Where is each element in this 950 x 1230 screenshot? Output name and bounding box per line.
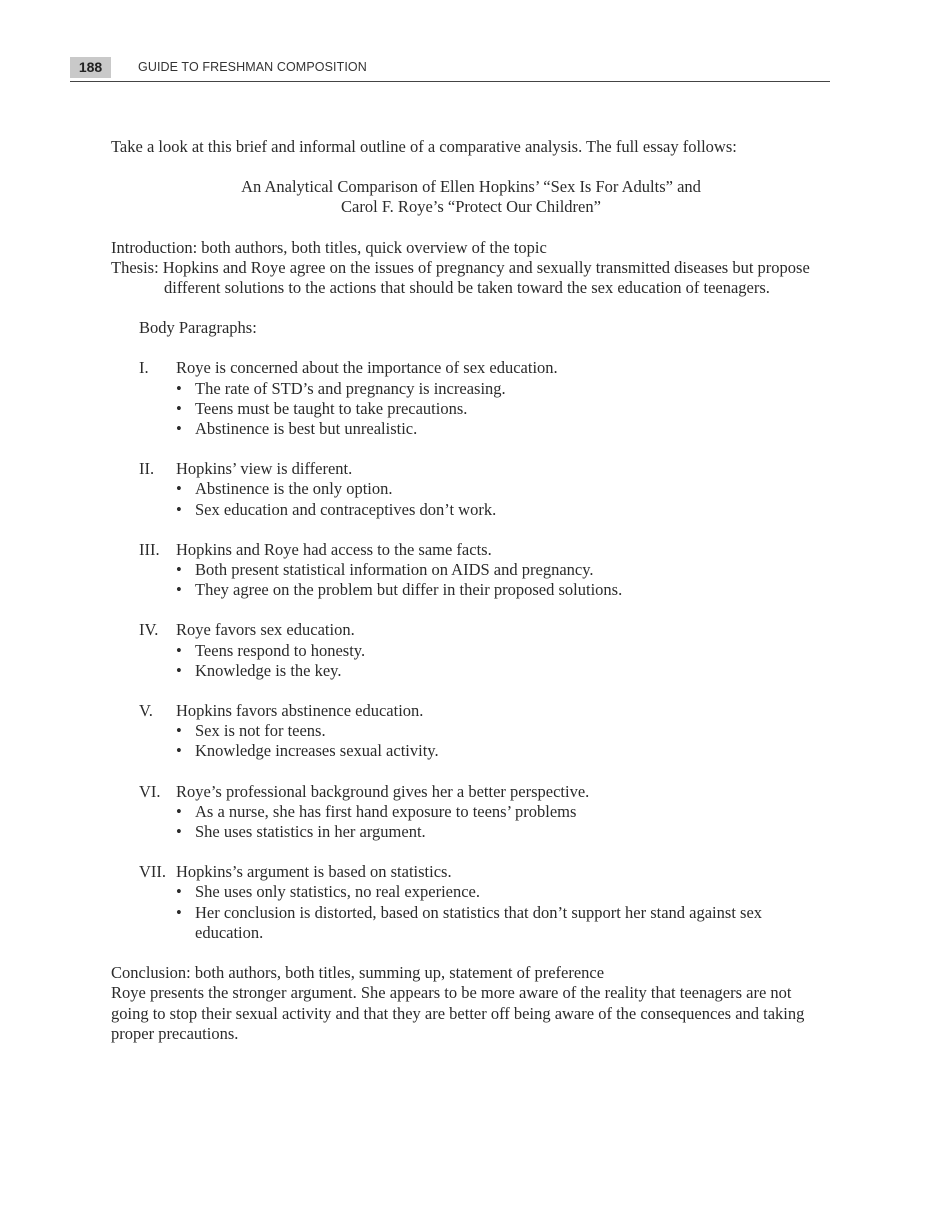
bullet-text: Abstinence is best but unrealistic. — [195, 419, 418, 439]
bullet-list — [176, 802, 831, 842]
section-heading: Hopkins favors abstinence education. — [176, 701, 424, 721]
bullet-text: Teens respond to honesty. — [195, 640, 366, 660]
running-head: GUIDE TO FRESHMAN COMPOSITION — [138, 60, 367, 74]
outline-section — [111, 862, 831, 943]
bullet-item — [176, 721, 831, 741]
bullet-item — [176, 399, 831, 419]
outline-sections — [111, 358, 831, 943]
bullet-list — [176, 479, 831, 519]
outline-section — [111, 620, 831, 681]
section-numeral: I. — [139, 358, 149, 378]
closing-paragraph: Roye presents the stronger argument. She appears to be more aware of the reality that teenagers are not going to stop their sexual activity and that they are better off being aware of the consequences and taking proper precautions. — [111, 983, 805, 1043]
bullet-dot-icon: • — [176, 801, 182, 821]
bullet-dot-icon: • — [176, 882, 182, 902]
bullet-list — [176, 560, 831, 600]
bullet-dot-icon: • — [176, 640, 182, 660]
introduction-line: Introduction: both authors, both titles, quick overview of the topic — [111, 237, 547, 257]
outline-section — [111, 459, 831, 520]
outline-title — [111, 177, 831, 217]
bullet-dot-icon: • — [176, 741, 182, 761]
outline-section — [111, 782, 831, 843]
section-heading: Roye’s professional background gives her a better perspective. — [176, 781, 590, 801]
bullet-item — [176, 560, 831, 580]
outline-section — [111, 701, 831, 762]
body-paragraphs-heading: Body Paragraphs: — [139, 318, 257, 338]
section-numeral: II. — [139, 459, 155, 479]
bullet-text: Abstinence is the only option. — [195, 479, 393, 499]
bullet-text: Sex is not for teens. — [195, 721, 326, 741]
bullet-text: Both present statistical information on AIDS and pregnancy. — [195, 560, 594, 580]
bullet-item — [176, 500, 831, 520]
bullet-dot-icon: • — [176, 580, 182, 600]
bullet-item — [176, 419, 831, 439]
thesis-statement: Thesis: Hopkins and Roye agree on the issues of pregnancy and sexually transmitted diseases but propose different solutions to the actions that should be taken toward the sex education of teenagers. — [111, 257, 810, 298]
bullet-dot-icon: • — [176, 902, 182, 922]
section-heading: Hopkins’ view is different. — [176, 459, 353, 479]
bullet-text: Knowledge increases sexual activity. — [195, 741, 439, 761]
bullet-dot-icon: • — [176, 378, 182, 398]
bullet-dot-icon: • — [176, 560, 182, 580]
bullet-text: Her conclusion is distorted, based on statistics that don’t support her stand against sex education. — [195, 902, 763, 942]
bullet-dot-icon: • — [176, 479, 182, 499]
section-numeral: VII. — [139, 862, 167, 882]
bullet-item — [176, 802, 831, 822]
page-number: 188 — [70, 57, 111, 78]
bullet-list — [176, 721, 831, 761]
outline-section — [111, 540, 831, 601]
bullet-dot-icon: • — [176, 499, 182, 519]
bullet-text: She uses only statistics, no real experience. — [195, 882, 481, 902]
section-heading: Hopkins and Roye had access to the same facts. — [176, 539, 492, 559]
bullet-list — [176, 379, 831, 440]
bullet-item — [176, 479, 831, 499]
bullet-list — [176, 641, 831, 681]
section-numeral: VI. — [139, 781, 161, 801]
bullet-dot-icon: • — [176, 660, 182, 680]
bullet-dot-icon: • — [176, 721, 182, 741]
section-numeral: IV. — [139, 620, 159, 640]
bullet-item — [176, 379, 831, 399]
bullet-item — [176, 661, 831, 681]
bullet-dot-icon: • — [176, 822, 182, 842]
bullet-item — [176, 641, 831, 661]
bullet-item — [176, 580, 831, 600]
bullet-list — [176, 882, 831, 943]
section-heading: Hopkins’s argument is based on statistics. — [176, 862, 452, 882]
bullet-text: Sex education and contraceptives don’t work. — [195, 499, 497, 519]
bullet-item — [176, 822, 831, 842]
bullet-text: Knowledge is the key. — [195, 660, 342, 680]
bullet-text: Teens must be taught to take precautions. — [195, 398, 468, 418]
section-heading: Roye favors sex education. — [176, 620, 355, 640]
title-line-2: Carol F. Roye’s “Protect Our Children” — [341, 197, 601, 217]
bullet-item — [176, 903, 831, 943]
page-header — [70, 57, 830, 82]
title-line-1: An Analytical Comparison of Ellen Hopkins’ “Sex Is For Adults” and — [241, 177, 701, 197]
bullet-text: As a nurse, she has first hand exposure to teens’ problems — [195, 801, 577, 821]
section-numeral: III. — [139, 539, 160, 559]
bullet-dot-icon: • — [176, 419, 182, 439]
bullet-text: They agree on the problem but differ in their proposed solutions. — [195, 580, 623, 600]
bullet-item — [176, 741, 831, 761]
outline-section — [111, 358, 831, 439]
section-numeral: V. — [139, 701, 153, 721]
bullet-item — [176, 882, 831, 902]
intro-text: Take a look at this brief and informal outline of a comparative analysis. The full essay follows: — [111, 137, 737, 156]
page-content — [111, 137, 831, 1044]
bullet-text: She uses statistics in her argument. — [195, 822, 426, 842]
section-heading: Roye is concerned about the importance of sex education. — [176, 358, 558, 378]
bullet-dot-icon: • — [176, 398, 182, 418]
bullet-text: The rate of STD’s and pregnancy is increasing. — [195, 378, 506, 398]
conclusion-line: Conclusion: both authors, both titles, summing up, statement of preference — [111, 963, 605, 983]
